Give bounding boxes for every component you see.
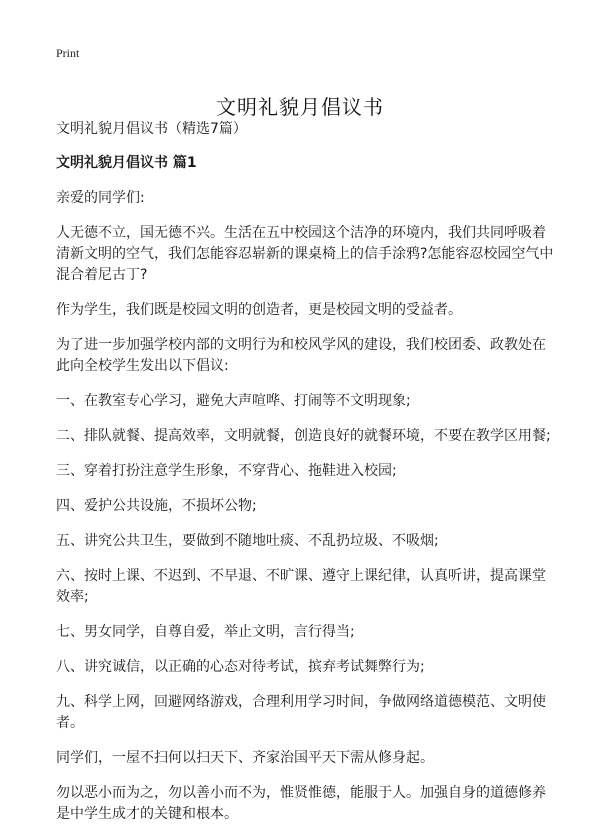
intro-paragraph: 人无德不立，国无德不兴。生活在五中校园这个洁净的环境内，我们共同呼吸着清新文明的空气，我们怎能容忍崭新的课桌椅上的信手涂鸦?怎能容忍校园空气中混合着尼古丁? [56, 225, 554, 283]
proposal-item-6: 六、按时上课、不迟到、不早退、不旷课、遵守上课纪律，认真听讲，提高课堂效率; [56, 568, 546, 605]
document-body [56, 119, 556, 839]
document-subtitle: 文明礼貌月倡议书（精选7篇） [56, 121, 247, 137]
proposal-item-8: 八、讲究诚信，以正确的心态对待考试，摈弃考试舞弊行为; [56, 659, 425, 675]
closing-paragraph-1: 同学们，一屋不扫何以扫天下、齐家治国平天下需从修身起。 [56, 750, 434, 766]
proposal-item-9: 九、科学上网，回避网络游戏，合理利用学习时间，争做网络道德模范、文明使者。 [56, 694, 546, 731]
proposal-item-1: 一、在教室专心学习，避免大声喧哗、打闹等不文明现象; [56, 393, 411, 409]
proposal-item-3: 三、穿着打扮注意学生形象，不穿背心、拖鞋进入校园; [56, 463, 397, 479]
page-title: 文明礼貌月倡议书 [216, 95, 384, 120]
proposal-item-5: 五、讲究公共卫生，要做到不随地吐痰、不乱扔垃圾、不吸烟; [56, 533, 439, 549]
proposal-item-2: 二、排队就餐、提高效率，文明就餐，创造良好的就餐环境，不要在教学区用餐; [56, 428, 551, 444]
proposal-item-7: 七、男女同学，自尊自爱，举止文明，言行得当; [56, 624, 355, 640]
section-heading: 文明礼貌月倡议书 篇1 [56, 155, 197, 171]
print-label: Print [56, 46, 80, 60]
role-paragraph: 作为学生，我们既是校园文明的创造者，更是校园文明的受益者。 [56, 302, 462, 318]
salutation-paragraph: 亲爱的同学们: [56, 190, 145, 206]
proposal-intro-paragraph: 为了进一步加强学校内部的文明行为和校风学风的建设，我们校团委、政教处在此向全校学生发出以下倡议: [56, 337, 546, 374]
proposal-item-4: 四、爱护公共设施，不损坏公物; [56, 498, 257, 514]
closing-paragraph-2: 勿以恶小而为之，勿以善小而不为，惟贤惟德，能服于人。加强自身的道德修养是中学生成才的关键和根本。 [56, 785, 546, 822]
